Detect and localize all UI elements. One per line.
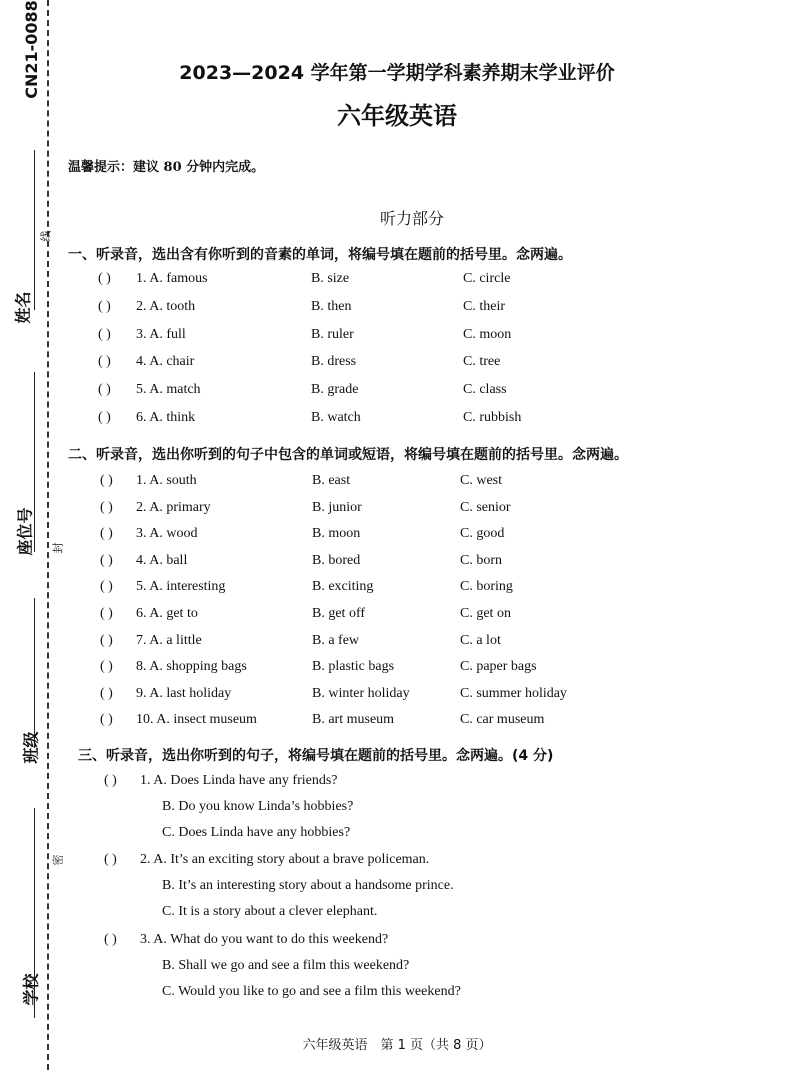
question-row [0, 327, 794, 349]
answer-paren[interactable]: ( ) [100, 606, 113, 621]
option-c: C. Would you like to go and see a film this weekend? [162, 984, 461, 999]
paper-code: CN21-0088 [21, 0, 41, 99]
answer-paren[interactable]: ( ) [104, 773, 117, 788]
name-label: 姓名 [13, 291, 33, 324]
option-a: 5. A. match [136, 382, 201, 398]
option-a: 6. A. get to [136, 606, 198, 621]
option-a: 5. A. interesting [136, 579, 226, 595]
option-b: B. east [312, 473, 351, 488]
option-b: B. then [311, 298, 352, 314]
option-a: 9. A. last holiday [136, 685, 232, 701]
question-row [0, 712, 794, 734]
question-row [0, 553, 794, 575]
mark-seal: 封 [51, 542, 65, 554]
section-2-heading: 二、听录音，选出你听到的句子中包含的单词或短语，将编号填在题前的括号里。念两遍。 [68, 447, 628, 463]
option-b: B. a few [312, 632, 360, 648]
section-1-heading: 一、听录音，选出含有你听到的音素的单词，将编号填在题前的括号里。念两遍。 [68, 247, 572, 263]
option-c: C. Does Linda have any hobbies? [162, 825, 351, 840]
question-row [0, 579, 794, 601]
option-b: B. winter holiday [312, 685, 410, 701]
answer-paren[interactable]: ( ) [100, 712, 113, 728]
option-c: C. their [463, 298, 505, 314]
mark-line: 线 [39, 230, 53, 242]
question-row [0, 473, 794, 495]
exam-subtitle: 六年级英语 [337, 102, 457, 130]
option-b: B. grade [311, 382, 359, 398]
option-b: B. art museum [312, 712, 395, 728]
question-row [0, 606, 794, 628]
option-a: 3. A. wood [136, 526, 198, 542]
option-c: C. get on [460, 606, 511, 621]
answer-paren[interactable]: ( ) [100, 579, 113, 595]
answer-paren[interactable]: ( ) [104, 852, 117, 867]
option-a: 6. A. think [136, 410, 196, 425]
answer-paren[interactable]: ( ) [98, 354, 111, 370]
time-tip: 温馨提示：建议 80 分钟内完成。 [68, 160, 265, 175]
option-a: 1. A. Does Linda have any friends? [140, 773, 338, 788]
option-b: B. watch [311, 410, 361, 425]
seat-label: 座位号 [15, 507, 35, 556]
option-b: B. size [311, 271, 350, 286]
option-a: 7. A. a little [136, 632, 202, 648]
option-b: B. bored [312, 552, 361, 568]
answer-paren[interactable]: ( ) [98, 410, 111, 425]
answer-paren[interactable]: ( ) [104, 932, 117, 947]
option-a: 2. A. It’s an exciting story about a brave policeman. [140, 852, 430, 867]
option-c: C. car museum [460, 712, 545, 728]
question-row [0, 686, 794, 708]
answer-paren[interactable]: ( ) [100, 473, 113, 488]
question-row [0, 526, 794, 548]
option-b: B. plastic bags [312, 659, 395, 675]
option-b: B. ruler [311, 326, 354, 342]
option-a: 2. A. tooth [136, 298, 196, 314]
question-row [0, 500, 794, 522]
mark-secret: 密 [51, 854, 65, 866]
question-row [0, 271, 794, 293]
option-a: 3. A. What do you want to do this weekend? [140, 932, 389, 947]
answer-paren[interactable]: ( ) [100, 659, 113, 675]
option-b: B. moon [312, 526, 361, 542]
question-row [0, 299, 794, 321]
class-label: 班级 [21, 731, 41, 764]
school-label: 学校 [21, 973, 41, 1006]
answer-paren[interactable]: ( ) [98, 326, 111, 342]
question-row [0, 633, 794, 655]
option-b: B. exciting [312, 579, 374, 595]
option-c: C. good [460, 526, 505, 542]
option-a: 10. A. insect museum [136, 712, 257, 728]
answer-paren[interactable]: ( ) [100, 685, 113, 701]
option-b: B. get off [312, 606, 366, 621]
answer-paren[interactable]: ( ) [100, 552, 113, 568]
option-a: 2. A. primary [136, 499, 211, 515]
option-c: C. west [460, 473, 502, 488]
option-c: C. circle [463, 271, 511, 286]
section-3-heading: 三、听录音，选出你听到的句子，将编号填在题前的括号里。念两遍。(4 分) [78, 748, 554, 764]
option-a: 8. A. shopping bags [136, 659, 247, 675]
option-a: 3. A. full [136, 326, 186, 342]
option-b: B. dress [311, 354, 357, 370]
option-c: C. a lot [460, 632, 501, 648]
option-b: B. Do you know Linda’s hobbies? [162, 799, 354, 814]
option-c: C. senior [460, 499, 511, 515]
option-c: C. class [463, 382, 507, 398]
option-c: C. paper bags [460, 659, 537, 675]
option-c: C. It is a story about a clever elephant. [162, 904, 378, 919]
option-a: 1. A. south [136, 473, 197, 488]
option-c: C. boring [460, 579, 513, 595]
option-c: C. moon [463, 326, 512, 342]
question-row [0, 410, 794, 432]
option-b: B. Shall we go and see a film this weekend? [162, 958, 410, 973]
answer-paren[interactable]: ( ) [100, 632, 113, 648]
answer-paren[interactable]: ( ) [100, 499, 113, 515]
listening-part-heading: 听力部分 [380, 209, 445, 228]
question-row [0, 382, 794, 404]
option-b: B. junior [312, 499, 362, 515]
option-c: C. rubbish [463, 410, 522, 425]
exam-title: 2023—2024 学年第一学期学科素养期末学业评价 [179, 62, 615, 84]
option-b: B. It’s an interesting story about a handsome prince. [162, 878, 454, 893]
answer-paren[interactable]: ( ) [98, 298, 111, 314]
option-a: 4. A. ball [136, 552, 188, 568]
answer-paren[interactable]: ( ) [98, 271, 111, 286]
answer-paren[interactable]: ( ) [98, 382, 111, 398]
option-c: C. born [460, 552, 502, 568]
question-row [0, 659, 794, 681]
option-a: 4. A. chair [136, 354, 195, 370]
option-c: C. summer holiday [460, 685, 567, 701]
answer-paren[interactable]: ( ) [100, 526, 113, 542]
option-c: C. tree [463, 354, 501, 370]
option-a: 1. A. famous [136, 271, 208, 286]
page-footer: 六年级英语 第 1 页（共 8 页） [302, 1038, 492, 1053]
question-row [0, 354, 794, 376]
